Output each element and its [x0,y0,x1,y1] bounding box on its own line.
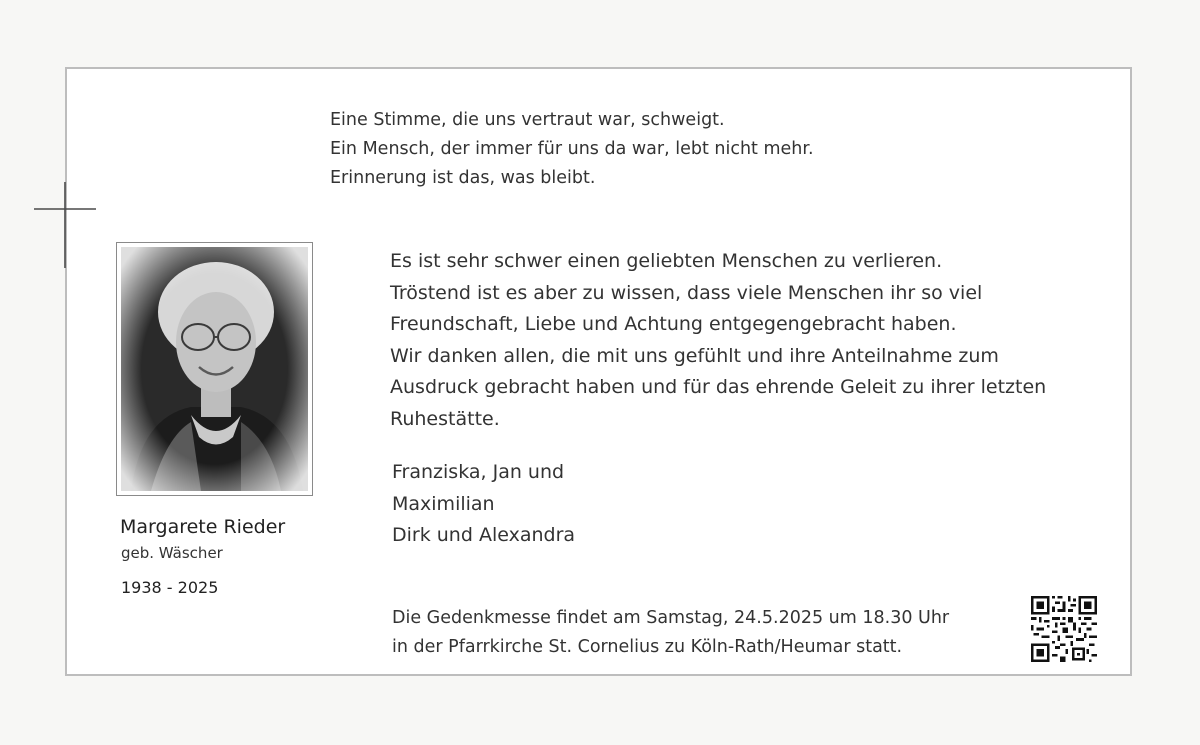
thanks-line: Es ist sehr schwer einen geliebten Menschen zu verlieren. [390,250,943,272]
thanks-line: Ruhestätte. [390,407,500,430]
memorial-mass-info [392,604,949,662]
maiden-name: geb. Wäscher [121,544,223,562]
portrait-photo [121,247,308,491]
life-years: 1938 - 2025 [121,578,219,597]
deceased-name: Margarete Rieder [120,516,286,538]
thanks-line: Wir danken allen, die mit uns gefühlt und ihre Anteilnahme zum [390,344,999,367]
poem [330,106,814,193]
mass-line: Die Gedenkmesse findet am Samstag, 24.5.2025 um 18.30 Uhr [392,608,950,628]
poem-line: Ein Mensch, der immer für uns da war, lebt nicht mehr. [330,139,814,159]
cross-icon [32,178,98,270]
thanks-line: Tröstend ist es aber zu wissen, dass viele Menschen ihr so viel [390,281,983,304]
qr-code-icon[interactable] [1030,596,1098,662]
portrait-frame [116,242,313,496]
thanks-line: Ausdruck gebracht haben und für das ehrende Geleit zu ihrer letzten [390,376,1047,398]
family-line: Franziska, Jan und [392,461,565,483]
family-line: Dirk und Alexandra [392,524,576,546]
mass-line: in der Pfarrkirche St. Cornelius zu Köln-Rath/Heumar statt. [392,637,903,657]
family-signature [392,457,575,552]
poem-line: Eine Stimme, die uns vertraut war, schweigt. [330,110,725,130]
family-line: Maximilian [392,492,495,515]
thanks-line: Freundschaft, Liebe und Achtung entgegengebracht haben. [390,313,957,335]
poem-line: Erinnerung ist das, was bleibt. [330,168,596,188]
thanks-text [390,246,1046,435]
